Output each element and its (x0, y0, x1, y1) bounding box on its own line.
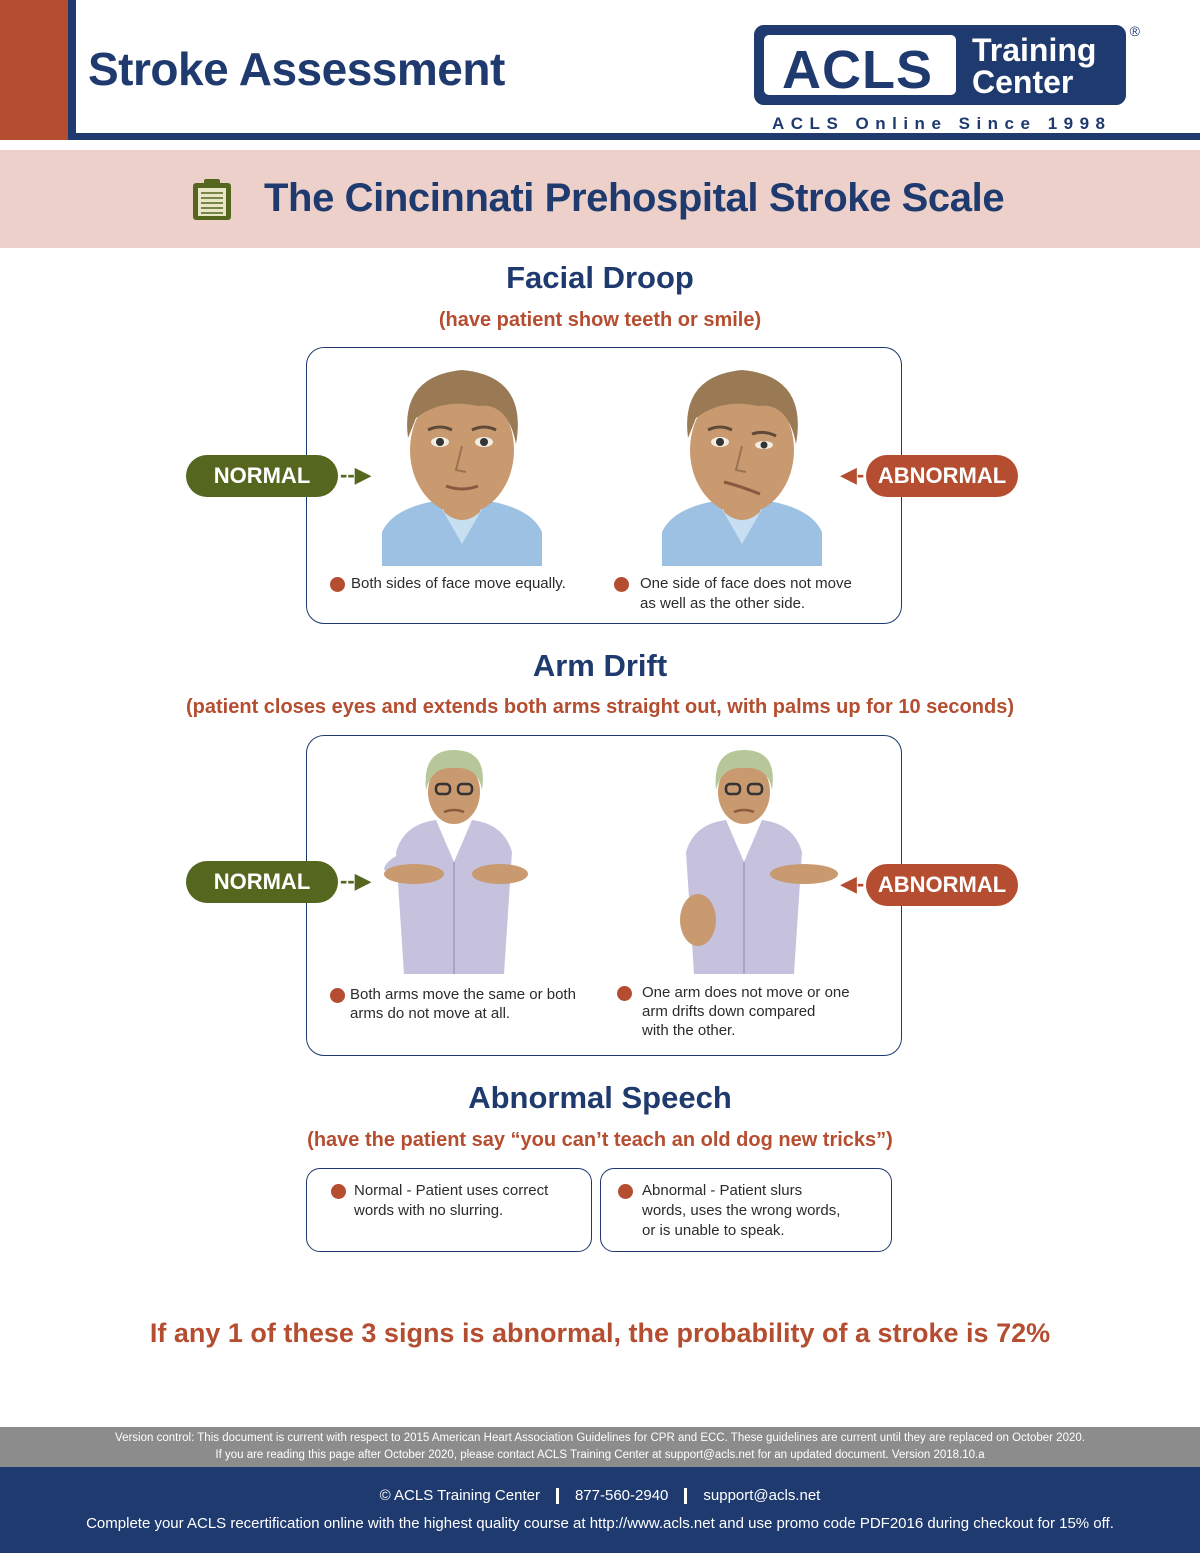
bullet-dot-icon (617, 986, 632, 1001)
promo-text: Complete your ACLS recertification online with the highest quality course at http://www.acls.net and use promo code PDF2016 during checkout for 15% off. (86, 1515, 1114, 1532)
contact-footer (0, 1467, 1200, 1553)
header-accent-bar (0, 0, 68, 140)
bullet-dot-icon (330, 988, 345, 1003)
arm-drift-subtitle: (patient closes eyes and extends both arms straight out, with palms up for 10 seconds) (186, 696, 1014, 718)
page-title: Stroke Assessment (88, 43, 505, 95)
separator (556, 1488, 559, 1504)
header-accent-bar-navy (68, 0, 76, 140)
abnormal-speech-title: Abnormal Speech (468, 1080, 732, 1115)
facial-droop-title: Facial Droop (506, 260, 694, 295)
speech-abnormal-text-1: Abnormal - Patient slurs (642, 1182, 803, 1199)
logo-acls-box (764, 35, 956, 100)
logo-acls-text: ACLS (782, 40, 933, 100)
abnormal-arms-illustration (664, 742, 844, 974)
version-line-2: If you are reading this page after October 2020, please contact ACLS Training Center at support@acls.net for an updated document. Version 2018.10.a (215, 1449, 985, 1461)
bullet-dot-icon (618, 1184, 633, 1199)
copyright-text: © ACLS Training Center (379, 1487, 540, 1504)
arm-abnormal-text-3: with the other. (642, 1022, 736, 1039)
arrow-left-icon: ◀- (840, 871, 865, 896)
abnormal-face-illustration (662, 362, 822, 566)
banner-title: The Cincinnati Prehospital Stroke Scale (264, 176, 1005, 220)
facial-abnormal-text-2: as well as the other side. (640, 595, 806, 612)
page-header (0, 0, 1200, 140)
arm-abnormal-label: ABNORMAL (866, 864, 1018, 906)
arrow-right-icon: --▶ (340, 462, 372, 487)
version-line-1: Version control: This document is current with respect to 2015 American Heart Association Guidelines for CPR and ECC. These guidelines are current until they are replaced on October 2020. (115, 1432, 1085, 1444)
arm-normal-text-1: Both arms move the same or both (350, 986, 576, 1003)
facial-abnormal-text-1: One side of face does not move (640, 575, 852, 592)
separator (684, 1488, 687, 1504)
arm-normal-text-2: arms do not move at all. (350, 1005, 511, 1022)
speech-normal-text-1: Normal - Patient uses correct (354, 1182, 549, 1199)
arm-abnormal-text-2: arm drifts down compared (642, 1003, 816, 1020)
bullet-dot-icon (614, 577, 629, 592)
speech-abnormal-text-2: words, uses the wrong words, (642, 1202, 841, 1219)
acls-logo (754, 23, 1140, 105)
stroke-probability-statement: If any 1 of these 3 signs is abnormal, the probability of a stroke is 72% (149, 1318, 1051, 1348)
speech-abnormal-text-3: or is unable to speak. (642, 1222, 785, 1239)
facial-droop-subtitle: (have patient show teeth or smile) (438, 309, 762, 331)
normal-face-illustration (382, 362, 542, 566)
bullet-dot-icon (330, 577, 345, 592)
logo-training-text: Training (972, 32, 1097, 68)
arrow-left-icon: ◀- (840, 462, 865, 487)
scale-banner (0, 150, 1200, 248)
registered-mark: ® (1129, 23, 1140, 39)
arm-drift-title: Arm Drift (532, 648, 668, 683)
logo-center-text: Center (972, 64, 1074, 100)
clipboard-icon (190, 178, 234, 222)
bullet-dot-icon (331, 1184, 346, 1199)
abnormal-speech-subtitle: (have the patient say “you can’t teach an old dog new tricks”) (307, 1129, 893, 1151)
support-email-link[interactable]: support@acls.net (703, 1487, 821, 1504)
arm-normal-label: NORMAL (186, 861, 338, 903)
header-divider (68, 133, 1200, 140)
facial-abnormal-label: ABNORMAL (866, 455, 1018, 497)
arrow-right-icon: --▶ (340, 868, 372, 893)
arm-abnormal-text-1: One arm does not move or one (642, 984, 850, 1001)
facial-normal-text: Both sides of face move equally. (351, 575, 566, 592)
contact-line (0, 1487, 1200, 1504)
speech-normal-text-2: words with no slurring. (354, 1202, 504, 1219)
version-control-footer (0, 1427, 1200, 1467)
facial-normal-label: NORMAL (186, 455, 338, 497)
normal-arms-illustration (374, 742, 534, 974)
logo-tagline: ACLS Online Since 1998 (772, 114, 1112, 133)
phone-number[interactable]: 877-560-2940 (574, 1487, 669, 1504)
